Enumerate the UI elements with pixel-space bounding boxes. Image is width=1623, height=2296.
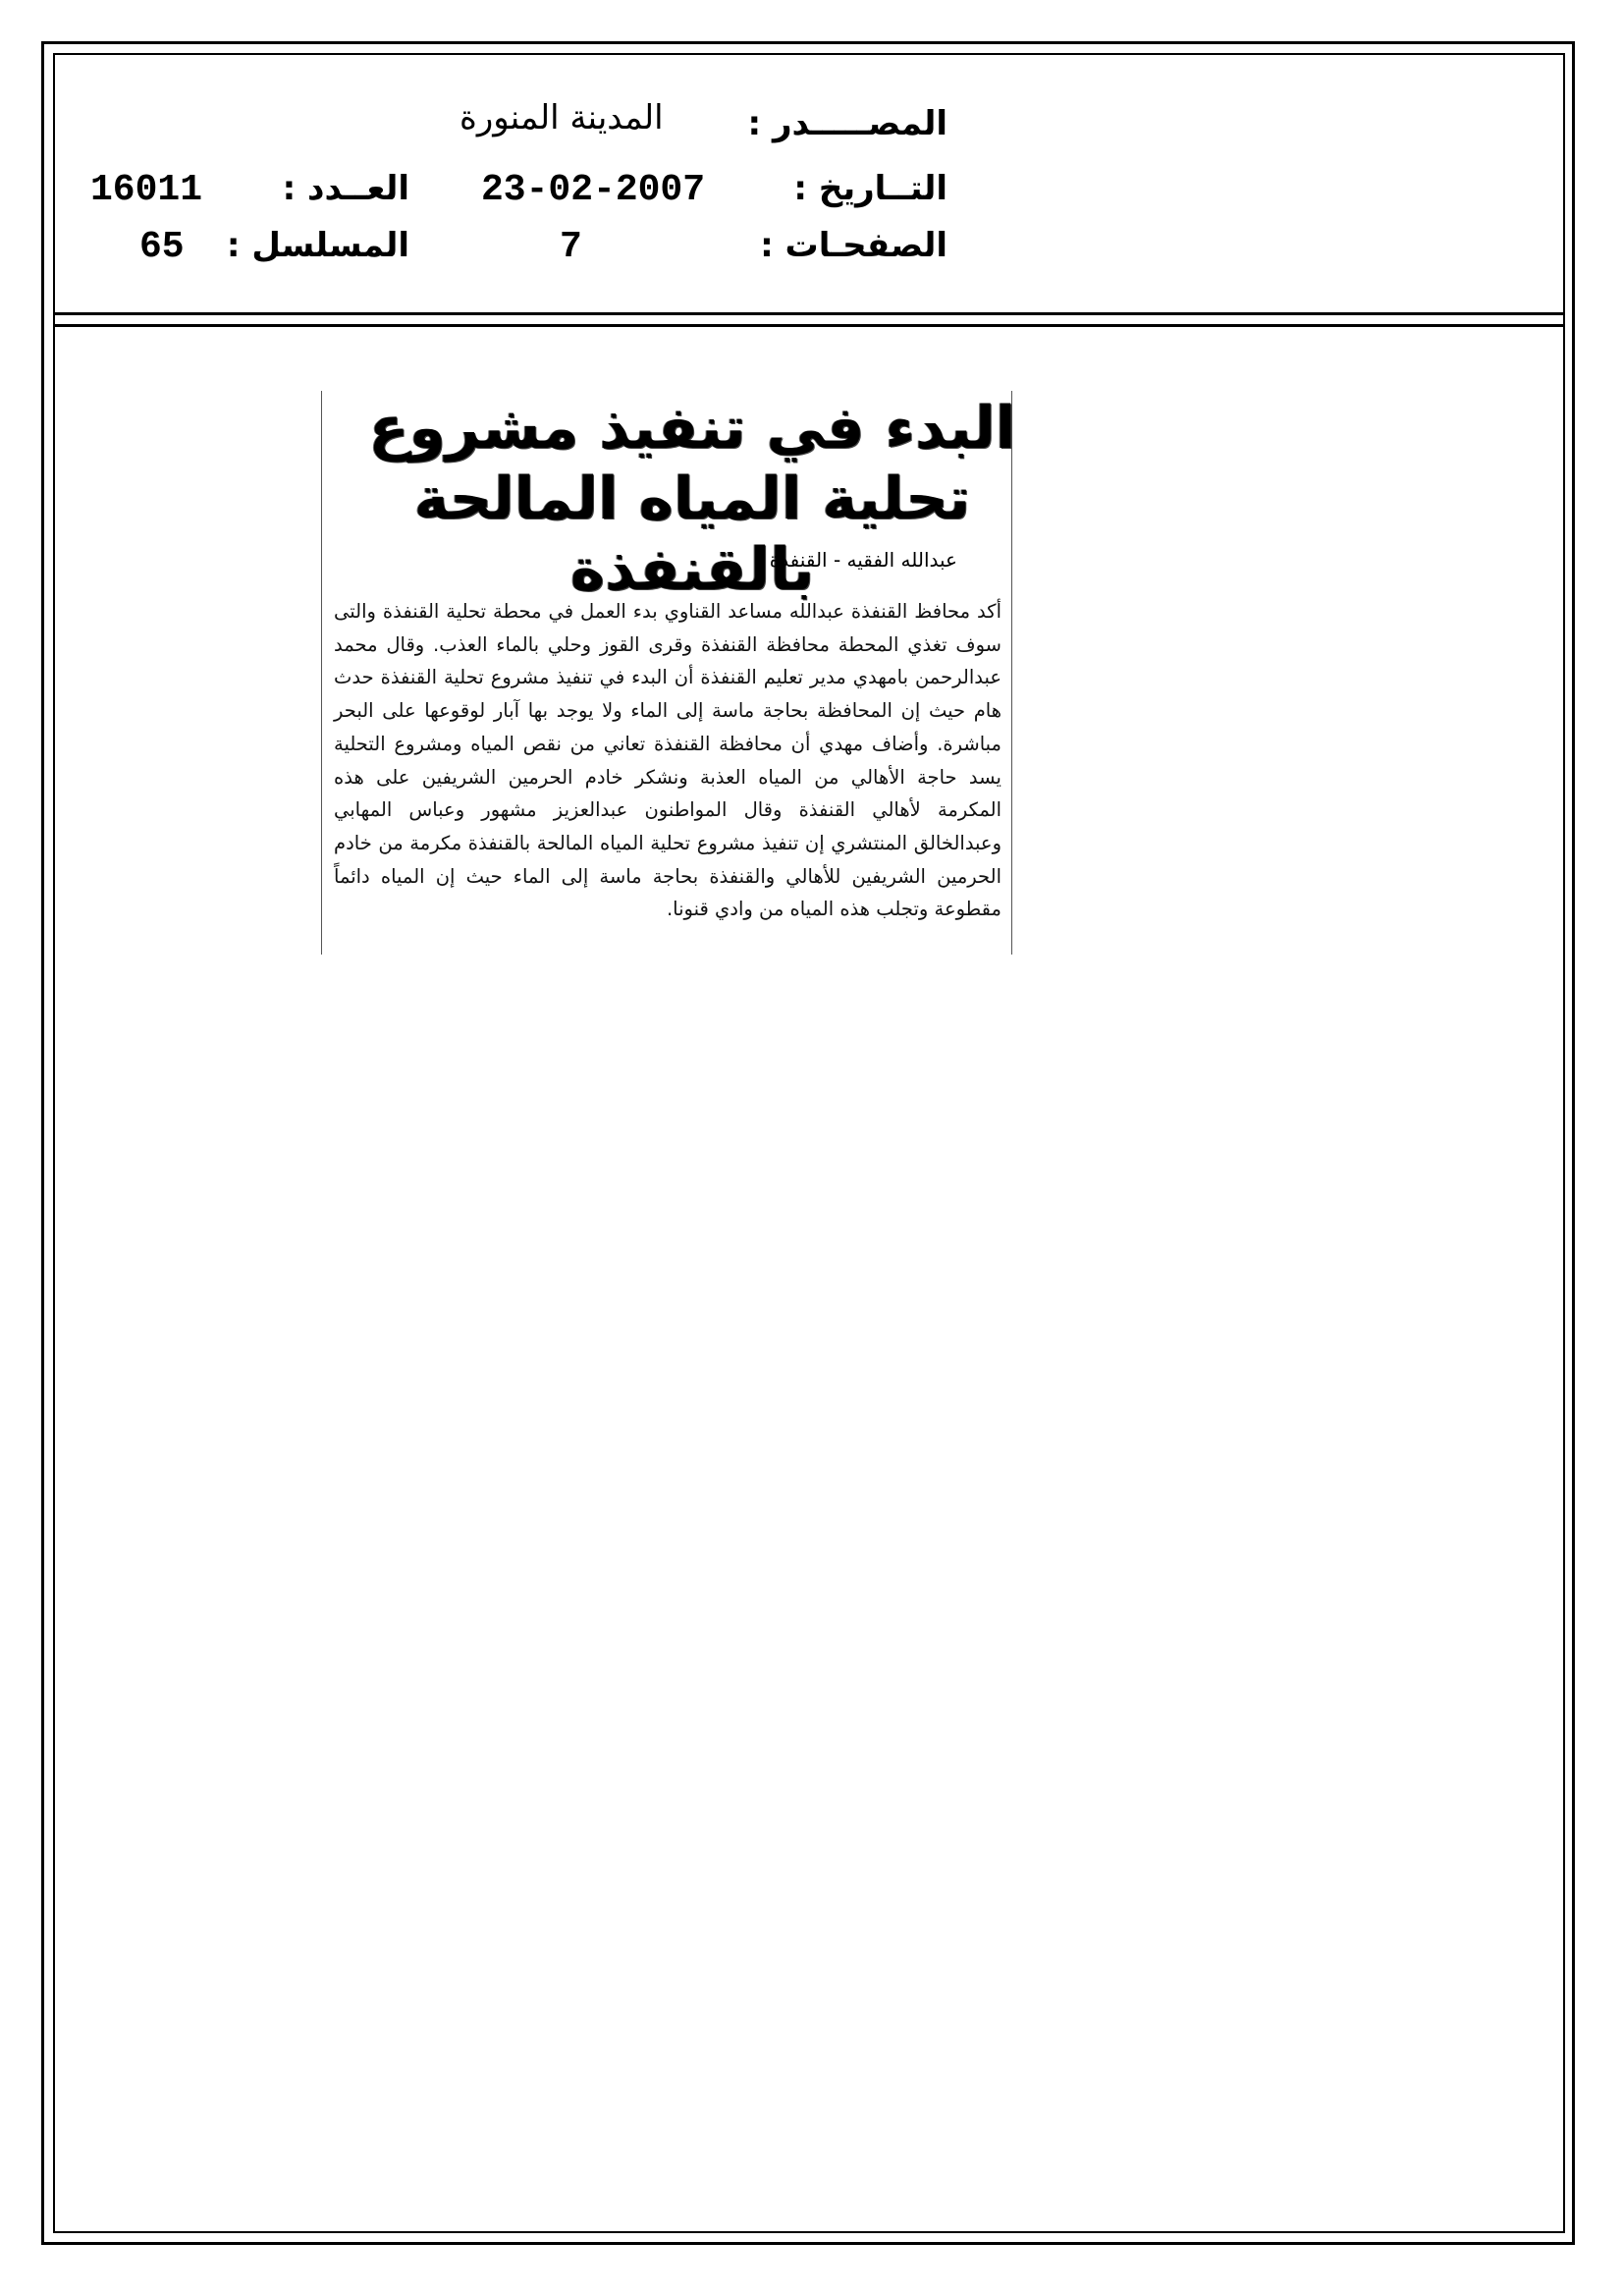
pages-value: 7 (560, 226, 582, 268)
serial-label: المسلسل : (226, 226, 409, 265)
article-title-line2: تحلية المياه المالحة بالقنفذة (413, 465, 971, 604)
issue-label: العــدد : (282, 169, 409, 208)
issue-value: 16011 (90, 169, 203, 211)
source-label: المصـــــدر : (747, 104, 947, 143)
article-title-line1: البدء في تنفيذ مشروع (368, 394, 1016, 463)
date-value: 23-02-2007 (481, 169, 706, 211)
header-divider (53, 312, 1565, 315)
pages-label: الصفحـات : (760, 226, 947, 265)
clipping-left-edge (321, 391, 322, 955)
article-byline: عبدالله الفقيه - القنفذة (769, 548, 957, 572)
inner-border (53, 53, 1565, 2233)
date-label: التــاريخ : (793, 169, 947, 208)
article-body: أكد محافظ القنفذة عبدالله مساعد القناوي بدء العمل في محطة تحلية القنفذة والتى سوف تغذي المحطة محافظة القنفذة وقرى القوز وحلي بالماء العذب. وقال محمد عبدالرحمن بامهدي مدير تعليم القنفذة أن البدء في تنفيذ مشروع تحلية القنفذة حدث هام حيث إن المحافظة بحاجة ماسة إلى الماء ولا يوجد بها آبار لوقوعها على البحر مباشرة. وأضاف مهدي أن محافظة القنفذة تعاني من نقص المياه ومشروع التحلية يسد حاجة الأهالي من المياه العذبة ونشكر خادم الحرمين الشريفين على هذه المكرمة لأهالي القنفذة وقال المواطنون عبدالعزيز مشهور وعباس المهابي وعبدالخالق المنتشري إن تنفيذ مشروع تحلية المياه المالحة بالقنفذة مكرمة من خادم الحرمين الشريفين للأهالي والقنفذة بحاجة ماسة إلى الماء حيث إن المياه دائماً مقطوعة وتجلب هذه المياه من وادي قنونا. (334, 600, 1001, 921)
header-divider-lower (53, 324, 1565, 327)
source-value: المدينة المنورة (460, 98, 664, 137)
serial-value: 65 (139, 226, 185, 268)
